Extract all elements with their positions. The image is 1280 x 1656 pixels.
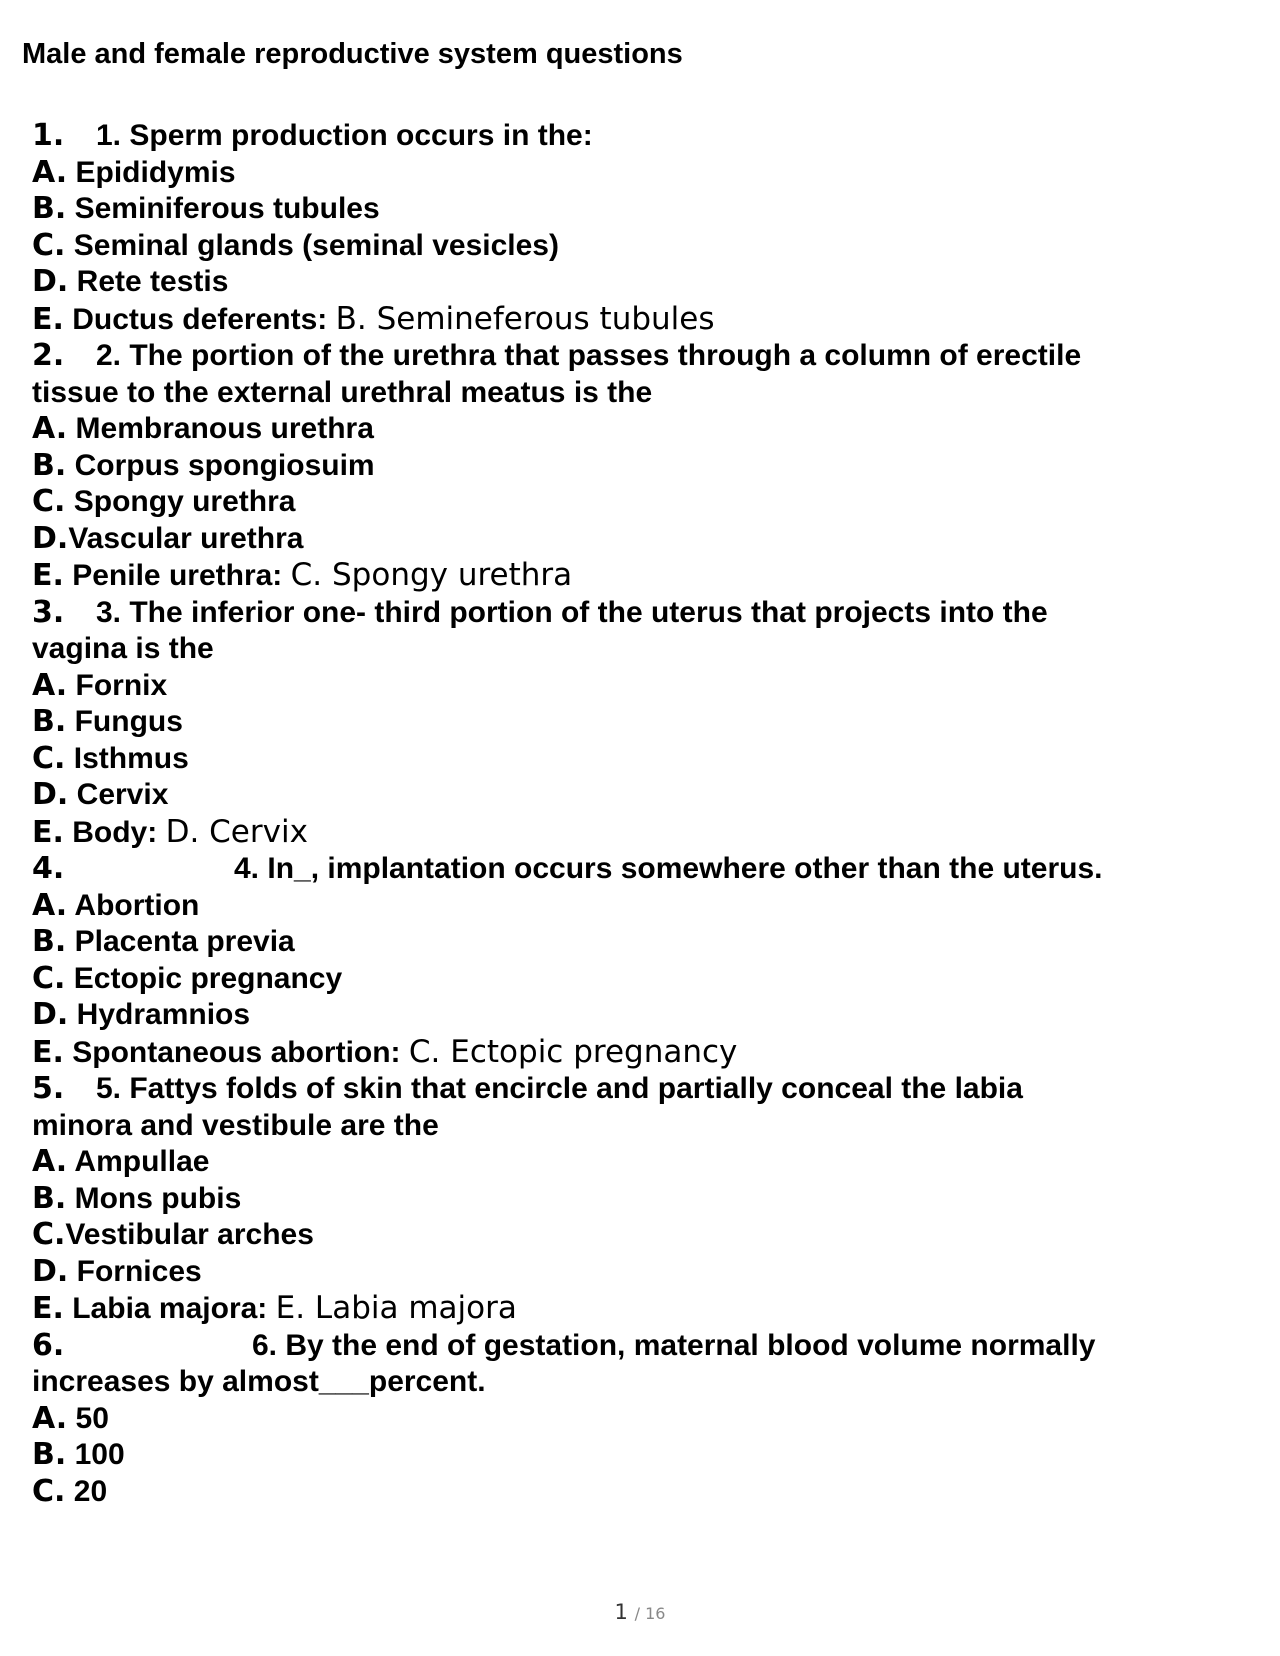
question-block — [32, 851, 1262, 1071]
option-text: Hydramnios — [76, 998, 251, 1031]
option-c — [32, 741, 1262, 778]
question-number: 5. — [32, 1071, 65, 1106]
option-e — [32, 814, 1262, 852]
option-e — [32, 301, 1262, 339]
option-c — [32, 484, 1262, 521]
option-text: 50 — [75, 1401, 109, 1435]
option-letter: C. — [32, 227, 66, 263]
question-text: 6. By the end of gestation, maternal blood volume normally — [252, 1328, 1096, 1362]
option-a — [32, 155, 1262, 192]
option-text: Fornix — [75, 668, 168, 702]
option-letter: C. — [32, 960, 66, 996]
option-text: Vascular urethra — [68, 521, 304, 555]
option-text: Seminiferous tubules — [74, 192, 380, 225]
option-text: Spongy urethra — [73, 485, 296, 518]
option-letter: A. — [32, 411, 68, 446]
option-c — [32, 1474, 1262, 1511]
option-text: Labia majora: — [72, 1292, 268, 1325]
option-a — [32, 411, 1262, 448]
option-text: Body: — [72, 815, 158, 849]
option-text: Vestibular arches — [65, 1218, 314, 1251]
option-letter: D. — [32, 1253, 69, 1289]
total-pages: / 16 — [634, 1604, 666, 1623]
question-number: 2. — [32, 338, 65, 373]
option-a — [32, 888, 1262, 925]
option-letter: D. — [32, 520, 69, 556]
question-text-continued: vagina is the — [32, 632, 214, 665]
option-letter: B. — [32, 704, 67, 739]
question-number: 4. — [32, 851, 65, 886]
option-text: Fungus — [74, 705, 183, 738]
option-text: Fornices — [76, 1254, 202, 1288]
option-a — [32, 1144, 1262, 1181]
document-title: Male and female reproductive system questions — [22, 38, 683, 70]
option-d — [32, 521, 1262, 558]
question-text-continued: minora and vestibule are the — [32, 1108, 439, 1142]
answer-text: C. Spongy urethra — [290, 557, 573, 593]
question-text: 5. Fattys folds of skin that encircle and partially conceal the labia — [96, 1072, 1023, 1105]
option-letter: B. — [32, 924, 67, 959]
option-text: Corpus spongiosuim — [74, 448, 375, 482]
option-text: Placenta previa — [74, 925, 295, 958]
option-b — [32, 704, 1262, 741]
option-text: Ectopic pregnancy — [73, 961, 343, 995]
question-text: 1. Sperm production occurs in the: — [96, 119, 593, 152]
option-b — [32, 924, 1262, 961]
option-c — [32, 228, 1262, 265]
option-text: Abortion — [74, 888, 200, 922]
question-prompt — [32, 595, 1262, 632]
option-letter: D. — [32, 997, 69, 1032]
question-text-continued: increases by almost___percent. — [32, 1365, 486, 1398]
option-c — [32, 1217, 1262, 1254]
option-e — [32, 557, 1262, 595]
option-letter: E. — [32, 1034, 64, 1070]
option-letter: B. — [32, 191, 67, 226]
option-letter: D. — [32, 264, 69, 299]
option-text: Seminal glands (seminal vesicles) — [73, 228, 559, 262]
option-letter: C. — [32, 740, 66, 776]
option-e — [32, 1290, 1262, 1328]
option-d — [32, 777, 1262, 814]
question-number: 6. — [32, 1327, 65, 1363]
question-prompt — [32, 1071, 1262, 1108]
option-b — [32, 1181, 1262, 1218]
option-text: Rete testis — [76, 265, 229, 298]
option-letter: A. — [32, 1144, 68, 1179]
current-page: 1 — [614, 1600, 628, 1624]
question-block — [32, 338, 1262, 595]
option-text: Epididymis — [75, 155, 236, 189]
option-text: 20 — [73, 1474, 108, 1508]
option-letter: D. — [32, 777, 69, 812]
option-letter: A. — [32, 887, 68, 923]
option-e — [32, 1034, 1262, 1072]
question-block — [32, 1328, 1262, 1511]
question-block — [32, 595, 1262, 852]
question-prompt — [32, 1328, 1262, 1365]
option-text: Mons pubis — [74, 1181, 242, 1215]
question-text-continued: tissue to the external urethral meatus is the — [32, 375, 653, 409]
question-prompt — [32, 338, 1262, 375]
answer-text: C. Ectopic pregnancy — [408, 1033, 738, 1070]
question-number: 1. — [32, 118, 65, 153]
option-c — [32, 961, 1262, 998]
option-letter: E. — [32, 558, 64, 593]
question-text: 2. The portion of the urethra that passes through a column of erectile — [96, 339, 1082, 372]
option-text: Isthmus — [73, 741, 189, 775]
option-letter: C. — [32, 484, 66, 519]
option-text: Ampullae — [74, 1145, 210, 1178]
answer-text: B. Semineferous tubules — [335, 300, 715, 337]
option-letter: C. — [32, 1473, 66, 1509]
question-list — [32, 118, 1262, 1510]
option-letter: E. — [32, 1291, 64, 1326]
option-d — [32, 1254, 1262, 1291]
option-text: Spontaneous abortion: — [72, 1035, 401, 1069]
option-letter: B. — [32, 447, 67, 483]
answer-text: E. Labia majora — [275, 1290, 517, 1326]
question-block — [32, 118, 1262, 338]
option-d — [32, 997, 1262, 1034]
option-letter: C. — [32, 1217, 66, 1252]
question-prompt — [32, 118, 1262, 155]
question-block — [32, 1071, 1262, 1328]
option-text: Ductus deferents: — [72, 302, 328, 336]
option-text: 100 — [74, 1438, 125, 1471]
option-letter: E. — [32, 301, 64, 337]
option-a — [32, 1401, 1262, 1438]
option-text: Penile urethra: — [72, 559, 283, 592]
answer-text: D. Cervix — [165, 813, 308, 850]
option-b — [32, 191, 1262, 228]
question-text: 3. The inferior one- third portion of the uterus that projects into the — [96, 595, 1048, 629]
option-b — [32, 1437, 1262, 1474]
option-d — [32, 264, 1262, 301]
option-letter: A. — [32, 667, 68, 703]
question-text: 4. In_, implantation occurs somewhere other than the uterus. — [234, 852, 1103, 885]
page-indicator — [0, 1600, 1280, 1624]
option-text: Cervix — [76, 778, 169, 811]
option-letter: A. — [32, 1400, 68, 1436]
option-letter: B. — [32, 1180, 67, 1216]
option-letter: E. — [32, 814, 64, 850]
option-text: Membranous urethra — [75, 412, 374, 445]
option-letter: B. — [32, 1437, 67, 1472]
option-a — [32, 668, 1262, 705]
option-b — [32, 448, 1262, 485]
question-prompt — [32, 851, 1262, 888]
option-letter: A. — [32, 154, 68, 190]
question-number: 3. — [32, 594, 65, 630]
